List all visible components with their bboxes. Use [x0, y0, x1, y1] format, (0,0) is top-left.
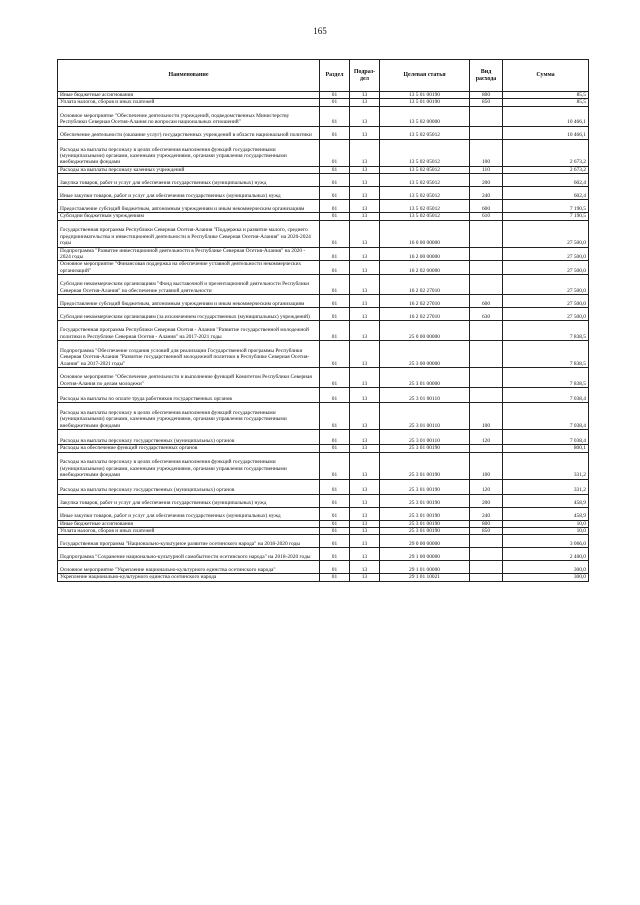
table-row [58, 213, 589, 220]
row-target-article: 29 0 00 00000 [380, 535, 470, 548]
row-amount: 7 038,4 [503, 388, 589, 403]
row-amount: 85,5 [503, 92, 589, 99]
row-target-article: 16 2 02 00000 [380, 261, 470, 275]
row-subsection: 13 [350, 99, 380, 106]
table-body [58, 92, 589, 582]
row-section: 01 [320, 174, 350, 187]
row-section: 01 [320, 341, 350, 368]
row-expense-type [470, 106, 503, 126]
header-name: Наименование [58, 60, 320, 92]
row-subsection: 13 [350, 494, 380, 507]
row-expense-type: 200 [470, 174, 503, 187]
row-amount: 602,4 [503, 187, 589, 200]
row-expense-type: 630 [470, 308, 503, 321]
row-name: Государственная программа "Национально-культурное развитие осетинского народа" на 2018-2020 годы [58, 535, 320, 548]
row-target-article: 25 3 01 00110 [380, 403, 470, 430]
row-amount: 331,2 [503, 452, 589, 479]
row-name: Субсидии некоммерческим организациям "Фонд выставочной и презентационной деятельности Республики Северная Осетия-Алания" на обеспечение уставной деятельности [58, 275, 320, 295]
row-subsection: 13 [350, 574, 380, 581]
table-row [58, 106, 589, 126]
row-expense-type: 110 [470, 166, 503, 173]
row-amount: 10 466,1 [503, 126, 589, 139]
row-expense-type: 850 [470, 528, 503, 535]
row-subsection: 13 [350, 368, 380, 388]
row-name: Основное мероприятие "Укрепление национально-культурного единства осетинского народа" [58, 561, 320, 574]
row-target-article: 25 3 01 00110 [380, 388, 470, 403]
row-amount: 10,0 [503, 520, 589, 527]
row-name: Предоставление субсидий бюджетным, автономным учреждениям и иным некоммерческим организациям [58, 200, 320, 213]
row-amount: 7 838,5 [503, 368, 589, 388]
row-subsection: 13 [350, 430, 380, 445]
row-amount: 7 838,5 [503, 341, 589, 368]
row-section: 01 [320, 321, 350, 341]
table-row [58, 388, 589, 403]
header-expense-type: Вид расхода [470, 60, 503, 92]
row-amount: 27 500,0 [503, 220, 589, 247]
row-target-article: 25 3 01 00000 [380, 368, 470, 388]
row-name: Уплата налогов, сборов и иных платежей [58, 99, 320, 106]
row-expense-type: 240 [470, 187, 503, 200]
table-row [58, 321, 589, 341]
row-amount: 2 673,2 [503, 166, 589, 173]
row-amount: 602,4 [503, 174, 589, 187]
row-expense-type: 200 [470, 494, 503, 507]
table-row [58, 174, 589, 187]
row-name: Обеспечение деятельности (оказание услуг) государственных учреждений в области национальной политики [58, 126, 320, 139]
row-subsection: 13 [350, 403, 380, 430]
row-target-article: 16 0 00 00000 [380, 220, 470, 247]
row-amount: 7 838,5 [503, 321, 589, 341]
row-name: Расходы на выплаты персоналу государственных (муниципальных) органов [58, 479, 320, 494]
row-expense-type [470, 341, 503, 368]
row-name: Основное мероприятие "Финансовая поддержка на обеспечение уставной деятельности некоммерческих организаций" [58, 261, 320, 275]
row-amount: 2 400,0 [503, 548, 589, 561]
row-name: Предоставление субсидий бюджетным, автономным учреждениям и иным некоммерческим организациям [58, 295, 320, 308]
header-target-article: Целевая статья [380, 60, 470, 92]
row-target-article: 16 2 02 27010 [380, 275, 470, 295]
row-expense-type [470, 548, 503, 561]
row-amount: 27 500,0 [503, 275, 589, 295]
table-row [58, 166, 589, 173]
row-section: 01 [320, 295, 350, 308]
table-row [58, 295, 589, 308]
row-expense-type [470, 535, 503, 548]
row-amount: 27 500,0 [503, 308, 589, 321]
row-target-article: 25 3 01 00190 [380, 528, 470, 535]
page-number: 165 [313, 26, 327, 36]
table-row [58, 403, 589, 430]
row-amount: 2 673,2 [503, 139, 589, 166]
row-subsection: 13 [350, 479, 380, 494]
row-target-article: 16 2 02 27010 [380, 308, 470, 321]
row-section: 01 [320, 528, 350, 535]
row-amount: 331,2 [503, 479, 589, 494]
row-amount: 300,0 [503, 561, 589, 574]
row-subsection: 13 [350, 126, 380, 139]
row-target-article: 13 5 02 05012 [380, 139, 470, 166]
table-row [58, 574, 589, 581]
row-amount: 458,9 [503, 507, 589, 520]
table-row [58, 445, 589, 452]
row-subsection: 13 [350, 220, 380, 247]
row-name: Иные закупки товаров, работ и услуг для обеспечения государственных (муниципальных) нужд [58, 187, 320, 200]
row-subsection: 13 [350, 535, 380, 548]
row-expense-type: 600 [470, 200, 503, 213]
row-target-article: 13 5 01 00190 [380, 92, 470, 99]
row-name: Расходы на выплаты персоналу государственных (муниципальных) органов [58, 430, 320, 445]
row-expense-type: 120 [470, 479, 503, 494]
row-name: Подпрограмма "Обеспечение создания условий для реализации Государственной программы Республики Северная Осетия-Алания "Развитие государственной молодежной политики в Республике Северная Осетия-Алания" на 2017-2021 годы" [58, 341, 320, 368]
row-target-article: 25 3 00 00000 [380, 341, 470, 368]
row-section: 01 [320, 213, 350, 220]
row-name: Иные бюджетные ассигнования [58, 92, 320, 99]
row-subsection: 13 [350, 247, 380, 261]
row-name: Расходы на выплаты персоналу казенных учреждений [58, 166, 320, 173]
row-expense-type: 610 [470, 213, 503, 220]
row-expense-type [470, 574, 503, 581]
row-section: 01 [320, 106, 350, 126]
row-expense-type: 850 [470, 99, 503, 106]
row-section: 01 [320, 220, 350, 247]
table-row [58, 528, 589, 535]
table-row [58, 247, 589, 261]
row-subsection: 13 [350, 528, 380, 535]
row-expense-type: 100 [470, 403, 503, 430]
row-target-article: 13 5 02 05012 [380, 187, 470, 200]
row-subsection: 13 [350, 308, 380, 321]
row-amount: 27 500,0 [503, 247, 589, 261]
table-row [58, 139, 589, 166]
row-section: 01 [320, 494, 350, 507]
row-target-article: 13 5 02 05012 [380, 200, 470, 213]
row-amount: 7 190,5 [503, 213, 589, 220]
row-subsection: 13 [350, 213, 380, 220]
row-target-article: 25 3 01 00190 [380, 479, 470, 494]
row-amount: 3 066,0 [503, 535, 589, 548]
row-section: 01 [320, 452, 350, 479]
row-subsection: 13 [350, 187, 380, 200]
row-amount: 800,1 [503, 445, 589, 452]
row-section: 01 [320, 520, 350, 527]
row-expense-type: 800 [470, 520, 503, 527]
row-target-article: 29 1 01 00000 [380, 561, 470, 574]
table-row [58, 92, 589, 99]
row-name: Государственная программа Республики Северная Осетия - Алания "Развитие государственной молодежной политики в Республике Северная Осетия - Алания" на 2017-2021 годы [58, 321, 320, 341]
row-subsection: 13 [350, 166, 380, 173]
row-amount: 10,0 [503, 528, 589, 535]
row-section: 01 [320, 275, 350, 295]
header-subsection: Подраз- дел [350, 60, 380, 92]
row-name: Расходы на выплаты персоналу в целях обеспечения выполнения функций государственными (муниципальными) органами, казенными учреждениями, органами управления государственными внебюджетными фондами [58, 139, 320, 166]
row-section: 01 [320, 247, 350, 261]
row-amount: 458,9 [503, 494, 589, 507]
row-expense-type [470, 321, 503, 341]
row-expense-type [470, 445, 503, 452]
row-subsection: 13 [350, 321, 380, 341]
row-subsection: 13 [350, 106, 380, 126]
row-subsection: 13 [350, 200, 380, 213]
row-target-article: 13 5 02 05012 [380, 126, 470, 139]
table-row [58, 261, 589, 275]
row-target-article: 13 5 02 00000 [380, 106, 470, 126]
row-amount: 27 500,0 [503, 295, 589, 308]
row-name: Субсидии некоммерческим организациям (за исключением государственных (муниципальных) учреждений) [58, 308, 320, 321]
row-expense-type [470, 368, 503, 388]
row-target-article: 25 3 01 00190 [380, 520, 470, 527]
row-section: 01 [320, 548, 350, 561]
row-target-article: 29 1 01 10021 [380, 574, 470, 581]
row-subsection: 13 [350, 341, 380, 368]
row-expense-type: 100 [470, 452, 503, 479]
row-amount: 7 038,4 [503, 430, 589, 445]
row-subsection: 13 [350, 520, 380, 527]
row-amount: 10 466,1 [503, 106, 589, 126]
table-row [58, 520, 589, 527]
row-expense-type: 600 [470, 295, 503, 308]
row-amount: 300,0 [503, 574, 589, 581]
row-name: Основное мероприятие "Обеспечение деятельности и выполнение функций Комитетом Республики Северная Осетия-Алания по делам молодежи" [58, 368, 320, 388]
row-name: Основное мероприятие "Обеспечение деятельности учреждений, подведомственных Министерству Республики Северная Осетия-Алания по вопросам национальных отношений" [58, 106, 320, 126]
table-row [58, 452, 589, 479]
row-section: 01 [320, 368, 350, 388]
table-row [58, 308, 589, 321]
table-row [58, 430, 589, 445]
row-subsection: 13 [350, 174, 380, 187]
row-expense-type [470, 126, 503, 139]
row-expense-type [470, 388, 503, 403]
row-section: 01 [320, 187, 350, 200]
row-amount: 7 190,5 [503, 200, 589, 213]
budget-table [57, 59, 589, 582]
row-expense-type: 800 [470, 92, 503, 99]
row-subsection: 13 [350, 561, 380, 574]
row-subsection: 13 [350, 445, 380, 452]
table-row [58, 220, 589, 247]
row-section: 01 [320, 535, 350, 548]
row-expense-type: 240 [470, 507, 503, 520]
row-subsection: 13 [350, 548, 380, 561]
header-section: Раздел [320, 60, 350, 92]
row-expense-type [470, 261, 503, 275]
row-subsection: 13 [350, 139, 380, 166]
row-section: 01 [320, 479, 350, 494]
row-subsection: 13 [350, 261, 380, 275]
table-row [58, 341, 589, 368]
row-expense-type [470, 561, 503, 574]
row-target-article: 25 3 01 00110 [380, 430, 470, 445]
row-section: 01 [320, 308, 350, 321]
row-target-article: 25 3 01 00190 [380, 507, 470, 520]
row-section: 01 [320, 507, 350, 520]
row-amount: 7 038,4 [503, 403, 589, 430]
row-target-article: 13 5 02 05012 [380, 174, 470, 187]
table-header-row [58, 60, 589, 92]
row-amount: 27 500,0 [503, 261, 589, 275]
row-target-article: 13 5 02 05012 [380, 166, 470, 173]
row-section: 01 [320, 92, 350, 99]
row-subsection: 13 [350, 452, 380, 479]
row-section: 01 [320, 388, 350, 403]
table-row [58, 99, 589, 106]
table-row [58, 200, 589, 213]
row-name: Государственная программа Республики Северная Осетия-Алания "Поддержка и развитие малого, среднего предпринимательства и инвестиционной деятельности в Республике Северная Осетия-Алания" на 2020-2024 годы [58, 220, 320, 247]
row-name: Закупка товаров, работ и услуг для обеспечения государственных (муниципальных) нужд [58, 174, 320, 187]
row-expense-type [470, 220, 503, 247]
row-target-article: 13 5 02 05012 [380, 213, 470, 220]
table-row [58, 507, 589, 520]
row-section: 01 [320, 126, 350, 139]
row-section: 01 [320, 200, 350, 213]
row-target-article: 16 2 00 00000 [380, 247, 470, 261]
row-name: Закупка товаров, работ и услуг для обеспечения государственных (муниципальных) нужд [58, 494, 320, 507]
table-row [58, 535, 589, 548]
row-name: Расходы на выплаты персоналу в целях обеспечения выполнения функций государственными (муниципальными) органами, казенными учреждениями, органами управления государственными внебюджетными фондами [58, 403, 320, 430]
row-expense-type: 100 [470, 139, 503, 166]
table-row [58, 548, 589, 561]
row-amount: 85,5 [503, 99, 589, 106]
header-amount: Сумма [503, 60, 589, 92]
table-row [58, 126, 589, 139]
row-name: Иные бюджетные ассигнования [58, 520, 320, 527]
row-name: Подпрограмма "Сохранение национально-культурной самобытности осетинского народа" на 2018-2020 годы [58, 548, 320, 561]
row-subsection: 13 [350, 92, 380, 99]
row-section: 01 [320, 430, 350, 445]
row-target-article: 16 2 02 27010 [380, 295, 470, 308]
row-expense-type [470, 247, 503, 261]
row-target-article: 29 1 00 00000 [380, 548, 470, 561]
row-name: Расходы на выплаты по оплате труда работников государственных органов [58, 388, 320, 403]
row-section: 01 [320, 99, 350, 106]
row-section: 01 [320, 166, 350, 173]
row-subsection: 13 [350, 388, 380, 403]
table-row [58, 479, 589, 494]
table-row [58, 494, 589, 507]
table-row [58, 368, 589, 388]
row-expense-type [470, 275, 503, 295]
row-name: Иные закупки товаров, работ и услуг для обеспечения государственных (муниципальных) нужд [58, 507, 320, 520]
row-subsection: 13 [350, 507, 380, 520]
row-target-article: 25 3 01 00190 [380, 494, 470, 507]
row-section: 01 [320, 261, 350, 275]
row-target-article: 25 3 01 00190 [380, 452, 470, 479]
row-name: Укрепление национально-культурного единства осетинского народа [58, 574, 320, 581]
row-name: Субсидии бюджетным учреждениям [58, 213, 320, 220]
row-name: Подпрограмма "Развитие инвестиционной деятельности в Республике Северная Осетия-Алания" на 2020 - 2024 годы [58, 247, 320, 261]
row-target-article: 13 5 01 00190 [380, 99, 470, 106]
row-name: Расходы на выплаты персоналу в целях обеспечения выполнения функций государственными (муниципальными) органами, казенными учреждениями, органами управления государственными внебюджетными фондами [58, 452, 320, 479]
row-subsection: 13 [350, 295, 380, 308]
row-section: 01 [320, 139, 350, 166]
row-section: 01 [320, 561, 350, 574]
row-name: Уплата налогов, сборов и иных платежей [58, 528, 320, 535]
table-row [58, 275, 589, 295]
row-section: 01 [320, 445, 350, 452]
row-name: Расходы на обеспечение функций государственных органов [58, 445, 320, 452]
row-subsection: 13 [350, 275, 380, 295]
table-row [58, 187, 589, 200]
row-target-article: 25 0 00 00000 [380, 321, 470, 341]
row-section: 01 [320, 574, 350, 581]
row-target-article: 25 3 01 00190 [380, 445, 470, 452]
row-section: 01 [320, 403, 350, 430]
table-row [58, 561, 589, 574]
row-expense-type: 120 [470, 430, 503, 445]
